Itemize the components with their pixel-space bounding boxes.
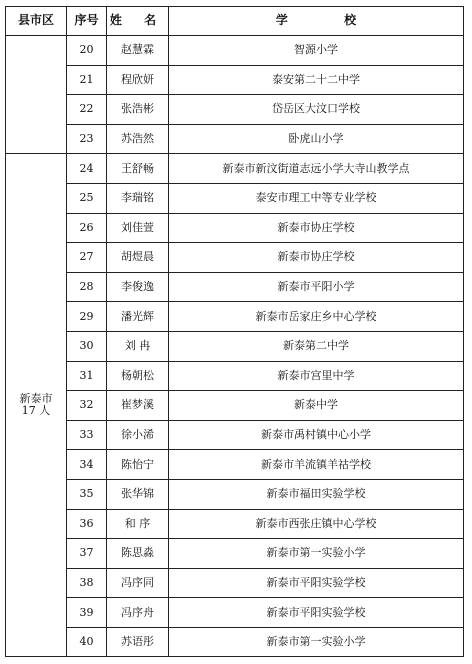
table-row: [6, 479, 464, 509]
number-cell: 39: [67, 598, 107, 628]
name-cell: 杨朝松: [107, 361, 169, 391]
number-cell: 35: [67, 479, 107, 509]
table-row: [6, 272, 464, 302]
number-cell: 24: [67, 154, 107, 184]
table-row: [6, 213, 464, 243]
table-row: [6, 568, 464, 598]
number-cell: 31: [67, 361, 107, 391]
roster-body: [6, 36, 464, 657]
school-cell: 新泰市羊流镇羊祜学校: [169, 450, 464, 480]
school-cell: 新泰市协庄学校: [169, 213, 464, 243]
header-county: 县市区: [6, 7, 67, 36]
table-row: [6, 598, 464, 628]
number-cell: 26: [67, 213, 107, 243]
name-cell: 徐小浠: [107, 420, 169, 450]
name-cell: 潘光辉: [107, 302, 169, 332]
header-number: 序号: [67, 7, 107, 36]
table-row: [6, 154, 464, 184]
name-cell: 李俊逸: [107, 272, 169, 302]
name-cell: 张华锦: [107, 479, 169, 509]
name-cell: 刘 冉: [107, 331, 169, 361]
name-cell: 程欣妍: [107, 65, 169, 95]
number-cell: 20: [67, 36, 107, 66]
header-row: [6, 7, 464, 36]
school-cell: 新泰中学: [169, 391, 464, 421]
table-row: [6, 331, 464, 361]
county-cell: [6, 154, 67, 657]
county-name: 新泰市: [19, 392, 53, 406]
name-cell: 和 序: [107, 509, 169, 539]
number-cell: 38: [67, 568, 107, 598]
school-cell: 新泰市岳家庄乡中心学校: [169, 302, 464, 332]
number-cell: 34: [67, 450, 107, 480]
school-cell: 新泰市禹村镇中心小学: [169, 420, 464, 450]
table-row: [6, 539, 464, 569]
table-row: [6, 183, 464, 213]
school-cell: 新泰市平阳小学: [169, 272, 464, 302]
number-cell: 29: [67, 302, 107, 332]
number-cell: 30: [67, 331, 107, 361]
number-cell: 25: [67, 183, 107, 213]
name-cell: 赵慧霖: [107, 36, 169, 66]
number-cell: 27: [67, 243, 107, 273]
document-page: [5, 6, 464, 657]
name-cell: 王舒畅: [107, 154, 169, 184]
name-cell: 陈思淼: [107, 539, 169, 569]
school-cell: 卧虎山小学: [169, 124, 464, 154]
table-row: [6, 36, 464, 66]
table-row: [6, 65, 464, 95]
number-cell: 33: [67, 420, 107, 450]
table-row: [6, 302, 464, 332]
school-cell: 新泰市平阳实验学校: [169, 598, 464, 628]
name-cell: 冯序舟: [107, 598, 169, 628]
name-cell: 胡煜晨: [107, 243, 169, 273]
number-cell: 21: [67, 65, 107, 95]
school-cell: 新泰市宫里中学: [169, 361, 464, 391]
school-cell: 泰安市理工中等专业学校: [169, 183, 464, 213]
school-cell: 新泰市第一实验小学: [169, 539, 464, 569]
number-cell: 23: [67, 124, 107, 154]
school-cell: 泰安第二十二中学: [169, 65, 464, 95]
table-row: [6, 124, 464, 154]
table-row: [6, 391, 464, 421]
table-row: [6, 361, 464, 391]
school-cell: 新泰市福田实验学校: [169, 479, 464, 509]
table-row: [6, 95, 464, 125]
table-row: [6, 420, 464, 450]
school-cell: 新泰市第一实验小学: [169, 627, 464, 657]
number-cell: 22: [67, 95, 107, 125]
name-cell: 苏语彤: [107, 627, 169, 657]
table-row: [6, 450, 464, 480]
name-cell: 陈怡宁: [107, 450, 169, 480]
student-roster-table: [5, 6, 464, 657]
county-count: 17 人: [21, 404, 51, 418]
name-cell: 冯序同: [107, 568, 169, 598]
number-cell: 28: [67, 272, 107, 302]
school-cell: 新泰第二中学: [169, 331, 464, 361]
school-cell: 新泰市协庄学校: [169, 243, 464, 273]
school-cell: 智源小学: [169, 36, 464, 66]
number-cell: 40: [67, 627, 107, 657]
name-cell: 张浩彬: [107, 95, 169, 125]
table-row: [6, 509, 464, 539]
name-cell: 刘佳萱: [107, 213, 169, 243]
table-row: [6, 627, 464, 657]
header-name: 姓 名: [107, 7, 169, 36]
name-cell: 苏浩然: [107, 124, 169, 154]
table-row: [6, 243, 464, 273]
number-cell: 36: [67, 509, 107, 539]
school-cell: 新泰市平阳实验学校: [169, 568, 464, 598]
name-cell: 崔梦溪: [107, 391, 169, 421]
number-cell: 32: [67, 391, 107, 421]
school-cell: 新泰市西张庄镇中心学校: [169, 509, 464, 539]
number-cell: 37: [67, 539, 107, 569]
school-cell: 岱岳区大汶口学校: [169, 95, 464, 125]
header-school: 学 校: [169, 7, 464, 36]
school-cell: 新泰市新汶街道志远小学大寺山教学点: [169, 154, 464, 184]
county-cell: [6, 36, 67, 154]
name-cell: 李瑞铭: [107, 183, 169, 213]
